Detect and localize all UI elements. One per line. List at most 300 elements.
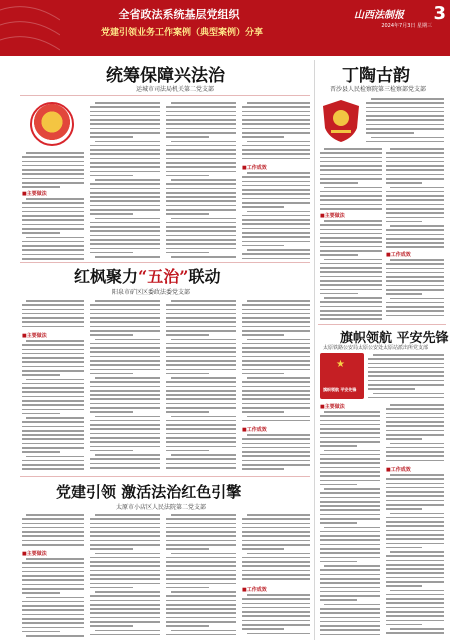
text-line (242, 149, 310, 151)
text-line (166, 574, 236, 576)
text-line (242, 326, 310, 328)
text-line (171, 514, 236, 516)
text-line (247, 416, 310, 418)
text-line (22, 544, 84, 546)
text-line (166, 523, 236, 525)
text-line (242, 455, 310, 457)
text-line (90, 128, 160, 130)
text-line (242, 360, 310, 362)
text-line (320, 182, 358, 184)
text-line (368, 397, 444, 399)
text-line (320, 595, 380, 597)
divider (20, 262, 310, 263)
text-line (242, 451, 310, 453)
text-line (242, 443, 310, 445)
text-line (90, 158, 160, 160)
text-line (320, 191, 382, 193)
text-line (22, 404, 84, 406)
text-line (90, 565, 160, 567)
text-line (166, 364, 236, 366)
text-line (242, 145, 310, 147)
text-line (166, 535, 236, 537)
star-icon: ★ (336, 359, 345, 370)
text-line (166, 128, 236, 130)
text-line (166, 621, 236, 623)
article-4-image-caption: 旗帜领航 平安先锋 (323, 387, 357, 392)
text-line (90, 356, 160, 358)
text-line (247, 594, 310, 596)
text-line (90, 523, 160, 525)
text-line (386, 483, 444, 485)
text-line (95, 141, 160, 143)
text-line (242, 548, 284, 550)
text-line (386, 534, 444, 536)
text-line (166, 145, 236, 147)
article-3-col1 (22, 340, 84, 472)
text-line (386, 152, 444, 154)
text-line (90, 578, 160, 580)
text-line (320, 165, 382, 167)
text-line (22, 631, 60, 633)
text-line (90, 433, 160, 435)
text-line (90, 531, 160, 533)
text-line (26, 456, 84, 458)
text-line (22, 592, 60, 594)
text-line (95, 416, 160, 418)
text-line (95, 218, 160, 220)
text-line (26, 237, 84, 239)
text-line (320, 420, 380, 422)
newspaper-logo: 山西法制报 (354, 10, 404, 21)
text-line (166, 226, 236, 228)
text-line (320, 467, 380, 469)
text-line (166, 411, 209, 413)
article-5-col4 (242, 514, 310, 584)
text-line (90, 544, 160, 546)
text-line (320, 263, 382, 265)
text-line (320, 174, 382, 176)
text-line (90, 123, 160, 125)
text-line (26, 379, 84, 381)
text-line (242, 407, 310, 409)
article-5-byline: 太原市小店区人民法院第二党支部 (116, 504, 207, 511)
text-line (242, 364, 310, 366)
text-line (386, 521, 444, 523)
text-line (90, 175, 133, 177)
text-line (324, 488, 380, 490)
text-line (166, 531, 236, 533)
article-2-col2 (386, 148, 444, 248)
text-line (242, 181, 310, 183)
text-line (386, 560, 444, 562)
text-line (386, 280, 444, 282)
text-line (166, 381, 236, 383)
text-line (22, 344, 84, 346)
text-line (90, 317, 160, 319)
text-line (22, 374, 60, 376)
text-line (166, 119, 236, 121)
text-line (320, 634, 380, 636)
text-line (22, 438, 84, 440)
text-line (386, 165, 444, 167)
text-line (320, 152, 382, 154)
article-2-col1-top (366, 98, 444, 144)
text-line (320, 535, 380, 537)
text-line (386, 208, 444, 210)
text-line (320, 157, 382, 159)
text-line (90, 230, 160, 232)
text-line (166, 527, 236, 529)
text-line (324, 297, 382, 299)
text-line (242, 381, 310, 383)
text-line (386, 157, 444, 159)
article-4-col2 (386, 404, 444, 464)
text-line (242, 153, 310, 155)
column-divider (314, 60, 315, 640)
text-line (242, 219, 310, 221)
text-line (386, 438, 422, 440)
text-line (26, 597, 84, 599)
text-line (324, 148, 382, 150)
article-4-subhead-methods: ■主要做法 (320, 404, 345, 410)
text-line (386, 246, 444, 248)
text-line (26, 300, 84, 302)
article-3-title-post: 联动 (188, 267, 221, 286)
text-line (242, 304, 310, 306)
article-1-col4-bottom (242, 172, 310, 260)
text-line (386, 191, 444, 193)
text-line (166, 200, 236, 202)
text-line (90, 450, 133, 452)
text-line (166, 132, 236, 134)
text-line (320, 306, 382, 308)
text-line (386, 508, 422, 510)
text-line (166, 209, 236, 211)
text-line (320, 161, 382, 163)
text-line (247, 249, 310, 251)
text-line (242, 215, 310, 217)
text-line (320, 509, 380, 511)
text-line (247, 141, 310, 143)
text-line (22, 400, 84, 402)
text-line (90, 394, 160, 396)
text-line (95, 102, 160, 104)
text-line (166, 304, 236, 306)
text-line (166, 183, 236, 185)
text-line (247, 633, 310, 635)
text-line (373, 393, 444, 395)
text-line (320, 246, 382, 248)
text-line (386, 504, 444, 506)
text-line (166, 347, 236, 349)
text-line (22, 224, 84, 226)
text-line (90, 343, 160, 345)
text-line (22, 366, 84, 368)
text-line (242, 403, 310, 405)
text-line (166, 158, 236, 160)
text-line (90, 235, 160, 237)
text-line (386, 564, 444, 566)
text-line (166, 326, 236, 328)
text-line (366, 132, 414, 134)
text-line (320, 544, 380, 546)
text-line (320, 445, 357, 447)
text-line (171, 141, 236, 143)
text-line (242, 158, 310, 160)
page-number: 3 (433, 3, 446, 24)
text-line (386, 417, 444, 419)
text-line (386, 315, 444, 317)
text-line (171, 553, 236, 555)
text-line (320, 612, 380, 614)
text-line (386, 594, 444, 596)
text-line (320, 415, 380, 417)
text-line (90, 420, 160, 422)
text-line (26, 635, 84, 637)
text-line (166, 136, 209, 138)
text-line (166, 373, 209, 375)
text-line (90, 243, 160, 245)
text-line (386, 285, 444, 287)
text-line (242, 611, 310, 613)
text-line (320, 293, 358, 295)
text-line (242, 313, 310, 315)
text-line (320, 310, 382, 312)
text-line (386, 525, 444, 527)
text-line (242, 241, 310, 243)
text-line (95, 377, 160, 379)
article-1-subhead-results: ■工作成效 (242, 165, 267, 171)
text-line (247, 377, 310, 379)
text-line (90, 424, 160, 426)
text-line (242, 607, 310, 609)
article-3-title (74, 264, 220, 287)
text-line (166, 123, 236, 125)
text-line (90, 166, 160, 168)
text-line (171, 102, 236, 104)
text-line (166, 317, 236, 319)
text-line (242, 198, 310, 200)
text-line (166, 583, 236, 585)
text-line (242, 185, 310, 187)
article-1-title: 统筹保障兴法治 (106, 66, 225, 86)
text-line (386, 272, 444, 274)
text-line (320, 518, 380, 520)
text-line (386, 276, 444, 278)
text-line (90, 467, 160, 469)
article-3-col4 (242, 300, 310, 424)
text-line (368, 384, 444, 386)
text-line (242, 115, 310, 117)
text-line (386, 221, 422, 223)
text-line (247, 300, 310, 302)
text-line (386, 451, 444, 453)
text-line (386, 204, 444, 206)
text-line (242, 557, 310, 559)
text-line (390, 474, 444, 476)
text-line (242, 615, 310, 617)
text-line (386, 238, 444, 240)
text-line (242, 132, 310, 134)
text-line (166, 230, 236, 232)
text-line (386, 430, 444, 432)
article-4-title: 旗帜领航 平安先锋 (340, 331, 449, 346)
text-line (166, 608, 236, 610)
text-line (386, 620, 444, 622)
text-line (242, 119, 310, 121)
text-line (242, 253, 310, 255)
text-line (386, 195, 444, 197)
text-line (386, 421, 444, 423)
text-line (166, 153, 236, 155)
text-line (22, 627, 84, 629)
text-line (171, 300, 236, 302)
text-line (166, 403, 236, 405)
text-line (247, 514, 310, 516)
text-line (242, 111, 310, 113)
text-line (166, 235, 236, 237)
divider (318, 324, 446, 325)
text-line (320, 475, 380, 477)
text-line (90, 162, 160, 164)
text-line (386, 460, 444, 462)
text-line (386, 293, 422, 295)
text-line (320, 531, 380, 533)
article-5-col2 (90, 514, 160, 638)
text-line (90, 334, 133, 336)
text-line (166, 252, 209, 254)
text-line (320, 428, 380, 430)
text-line (320, 625, 380, 627)
text-line (90, 557, 160, 559)
text-line (320, 169, 382, 171)
text-line (386, 413, 444, 415)
text-line (166, 557, 236, 559)
text-line (90, 548, 133, 550)
text-line (320, 587, 380, 589)
text-line (386, 447, 444, 449)
text-line (90, 183, 160, 185)
text-line (95, 339, 160, 341)
text-line (320, 552, 380, 554)
text-line (242, 128, 310, 130)
article-1-byline: 运城市司法局机关第二党支部 (136, 86, 215, 93)
text-line (22, 249, 84, 251)
text-line (166, 192, 236, 194)
text-line (166, 604, 236, 606)
text-line (320, 480, 380, 482)
text-line (386, 581, 444, 583)
text-line (171, 591, 236, 593)
text-line (166, 188, 236, 190)
text-line (166, 205, 236, 207)
text-line (22, 313, 84, 315)
text-line (320, 484, 357, 486)
text-line (320, 458, 380, 460)
text-line (320, 432, 380, 434)
text-line (22, 527, 84, 529)
article-4-col1 (320, 411, 380, 639)
text-line (90, 226, 160, 228)
text-line (22, 426, 84, 428)
text-line (22, 421, 84, 423)
text-line (26, 340, 84, 342)
text-line (166, 446, 236, 448)
text-line (22, 232, 60, 234)
text-line (90, 381, 160, 383)
text-line (386, 229, 444, 231)
text-line (386, 302, 444, 304)
text-line (366, 102, 444, 104)
text-line (386, 217, 444, 219)
text-line (22, 169, 84, 171)
text-line (324, 450, 380, 452)
text-line (22, 207, 84, 209)
text-line (386, 572, 444, 574)
text-line (166, 248, 236, 250)
divider (20, 476, 310, 477)
text-line (22, 430, 84, 432)
text-line (166, 617, 236, 619)
text-line (386, 242, 444, 244)
text-line (386, 478, 444, 480)
text-line (95, 256, 160, 258)
text-line (368, 375, 444, 377)
text-line (22, 571, 84, 573)
text-line (368, 367, 444, 369)
text-line (320, 250, 382, 252)
text-line (320, 237, 382, 239)
text-line (386, 632, 444, 634)
text-line (22, 370, 84, 372)
text-line (22, 182, 84, 184)
text-line (90, 119, 160, 121)
text-line (22, 396, 84, 398)
text-line (166, 334, 209, 336)
text-line (247, 172, 310, 174)
text-line (390, 590, 444, 592)
text-line (22, 523, 84, 525)
article-3-subhead-methods: ■主要做法 (22, 333, 47, 339)
text-line (320, 454, 380, 456)
article-3-col4-bottom (242, 434, 310, 472)
text-line (90, 535, 160, 537)
text-line (324, 220, 382, 222)
text-line (242, 565, 310, 567)
text-line (247, 211, 310, 213)
text-line (90, 403, 160, 405)
text-line (90, 209, 160, 211)
text-line (22, 383, 84, 385)
article-3-byline: 阳泉市矿区区委政法委党支部 (112, 289, 191, 296)
text-line (366, 119, 444, 121)
text-line (22, 258, 84, 260)
text-line (242, 570, 310, 572)
text-line (166, 424, 236, 426)
text-line (242, 527, 310, 529)
text-line (242, 206, 284, 208)
text-line (242, 398, 310, 400)
text-line (386, 585, 422, 587)
text-line (166, 243, 236, 245)
text-line (166, 548, 209, 550)
text-line (90, 351, 160, 353)
text-line (247, 339, 310, 341)
text-line (90, 407, 160, 409)
text-line (90, 600, 160, 602)
text-line (22, 464, 84, 466)
text-line (247, 102, 310, 104)
